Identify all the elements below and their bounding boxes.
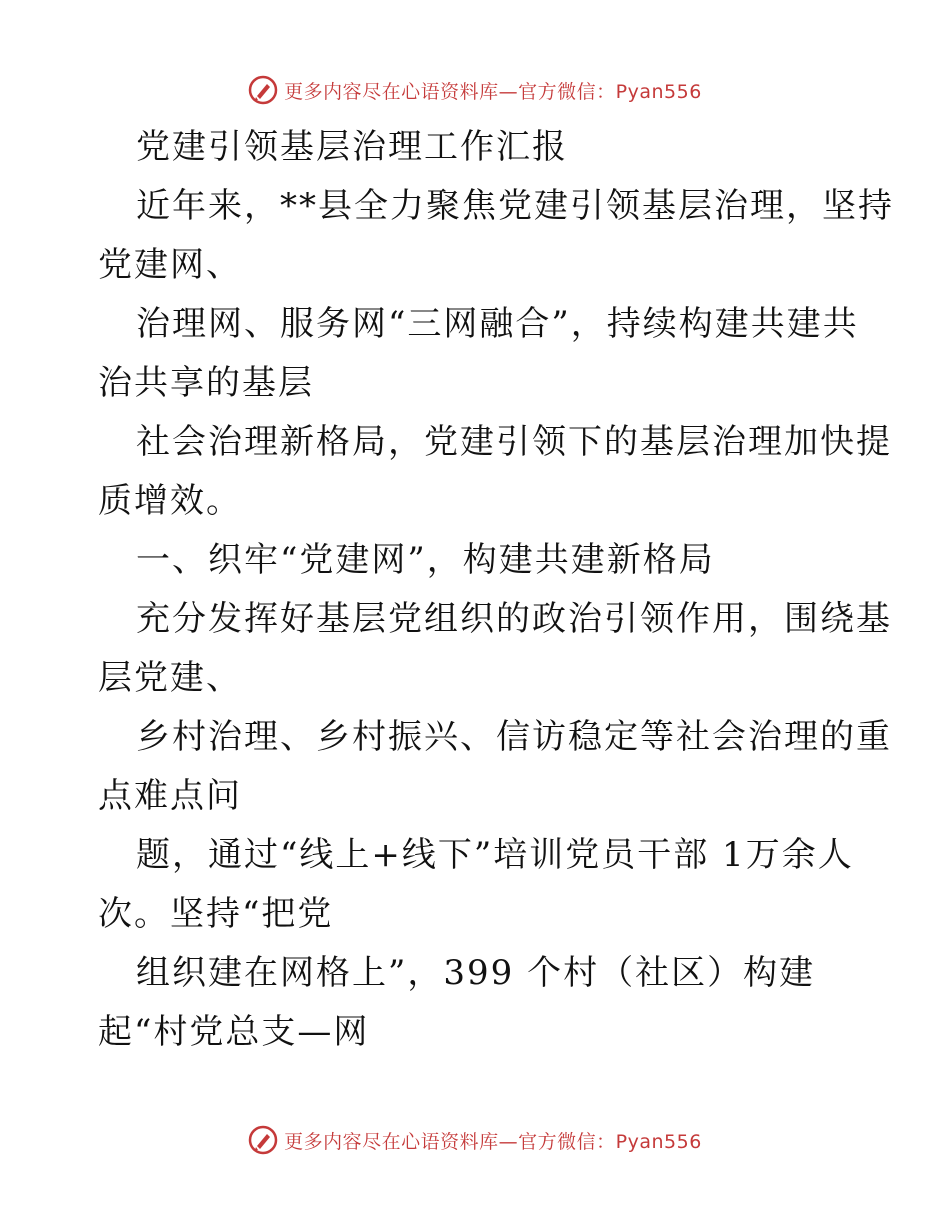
paragraph-line: 点难点问: [98, 776, 242, 816]
document-title: 党建引领基层治理工作汇报: [136, 127, 568, 167]
header-banner: [0, 70, 950, 110]
paragraph-line: 层党建、: [98, 658, 242, 698]
paragraph-line: 质增效。: [98, 481, 242, 521]
paragraph-line: 题，通过“线上+线下”培训党员干部 1万余人: [136, 835, 854, 875]
paragraph-line: 充分发挥好基层党组织的政治引领作用，围绕基: [136, 599, 892, 639]
pen-seal-icon: [248, 1125, 278, 1155]
footer-banner-inner: [248, 1125, 702, 1155]
paragraph-line: 党建网、: [98, 245, 242, 285]
paragraph-line: 次。坚持“把党: [98, 894, 334, 934]
paragraph-line: 起“村党总支—网: [98, 1012, 370, 1052]
paragraph-line: 组织建在网格上”，399 个村（社区）构建: [136, 953, 816, 993]
footer-banner-text: 更多内容尽在心语资料库—官方微信：Pyan556: [284, 1130, 702, 1153]
paragraph-line: 近年来，**县全力聚焦党建引领基层治理，坚持: [136, 186, 894, 226]
header-banner-text: 更多内容尽在心语资料库—官方微信：Pyan556: [284, 80, 702, 103]
footer-banner: [0, 1120, 950, 1160]
paragraph-line: 乡村治理、乡村振兴、信访稳定等社会治理的重: [136, 717, 892, 757]
paragraph-line: 一、织牢“党建网”，构建共建新格局: [136, 540, 715, 580]
document-body: [98, 118, 894, 1062]
header-banner-inner: [248, 75, 702, 105]
paragraph-line: 治理网、服务网“三网融合”，持续构建共建共: [136, 304, 859, 344]
pen-seal-icon: [248, 75, 278, 105]
paragraph-line: 治共享的基层: [98, 363, 314, 403]
paragraph-line: 社会治理新格局，党建引领下的基层治理加快提: [136, 422, 892, 462]
